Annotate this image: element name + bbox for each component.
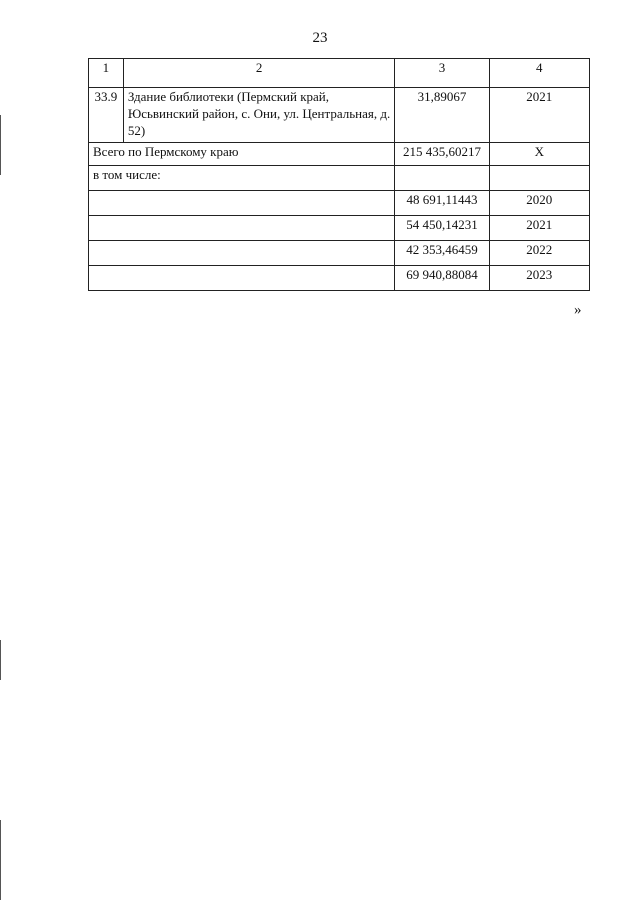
table-row-year: [89, 241, 590, 266]
including-value-empty: [395, 166, 489, 191]
table-row-year: [89, 216, 590, 241]
object-value: 31,89067: [395, 88, 489, 143]
year-row-label-empty: [89, 266, 395, 291]
header-cell-1: 1: [89, 59, 124, 88]
object-year: 2021: [489, 88, 589, 143]
year-row-value: 69 940,88084: [395, 266, 489, 291]
total-label: Всего по Пермскому краю: [89, 143, 395, 166]
data-table: [88, 58, 590, 291]
closing-quote: »: [574, 302, 582, 318]
header-cell-3: 3: [395, 59, 489, 88]
header-cell-4: 4: [489, 59, 589, 88]
year-row-value: 42 353,46459: [395, 241, 489, 266]
year-row-label-empty: [89, 191, 395, 216]
object-number: 33.9: [89, 88, 124, 143]
scan-edge-mark: [0, 820, 1, 900]
table-row-total: [89, 143, 590, 166]
scan-edge-mark: [0, 640, 1, 680]
page-number: 23: [312, 30, 328, 46]
table-row-year: [89, 266, 590, 291]
year-row-value: 48 691,11443: [395, 191, 489, 216]
year-row-label-empty: [89, 241, 395, 266]
header-cell-2: 2: [123, 59, 395, 88]
including-label: в том числе:: [89, 166, 395, 191]
total-value: 215 435,60217: [395, 143, 489, 166]
table-row-year: [89, 191, 590, 216]
year-row-year: 2023: [489, 266, 589, 291]
table-header-row: [89, 59, 590, 88]
year-row-label-empty: [89, 216, 395, 241]
year-row-value: 54 450,14231: [395, 216, 489, 241]
table-row-object: [89, 88, 590, 143]
year-row-year: 2022: [489, 241, 589, 266]
including-year-empty: [489, 166, 589, 191]
year-row-year: 2021: [489, 216, 589, 241]
scan-edge-mark: [0, 115, 1, 175]
year-row-year: 2020: [489, 191, 589, 216]
total-year: X: [489, 143, 589, 166]
table-row-including: [89, 166, 590, 191]
object-name: Здание библиотеки (Пермский край, Юсьвинский район, с. Они, ул. Центральная, д. 52): [123, 88, 395, 143]
